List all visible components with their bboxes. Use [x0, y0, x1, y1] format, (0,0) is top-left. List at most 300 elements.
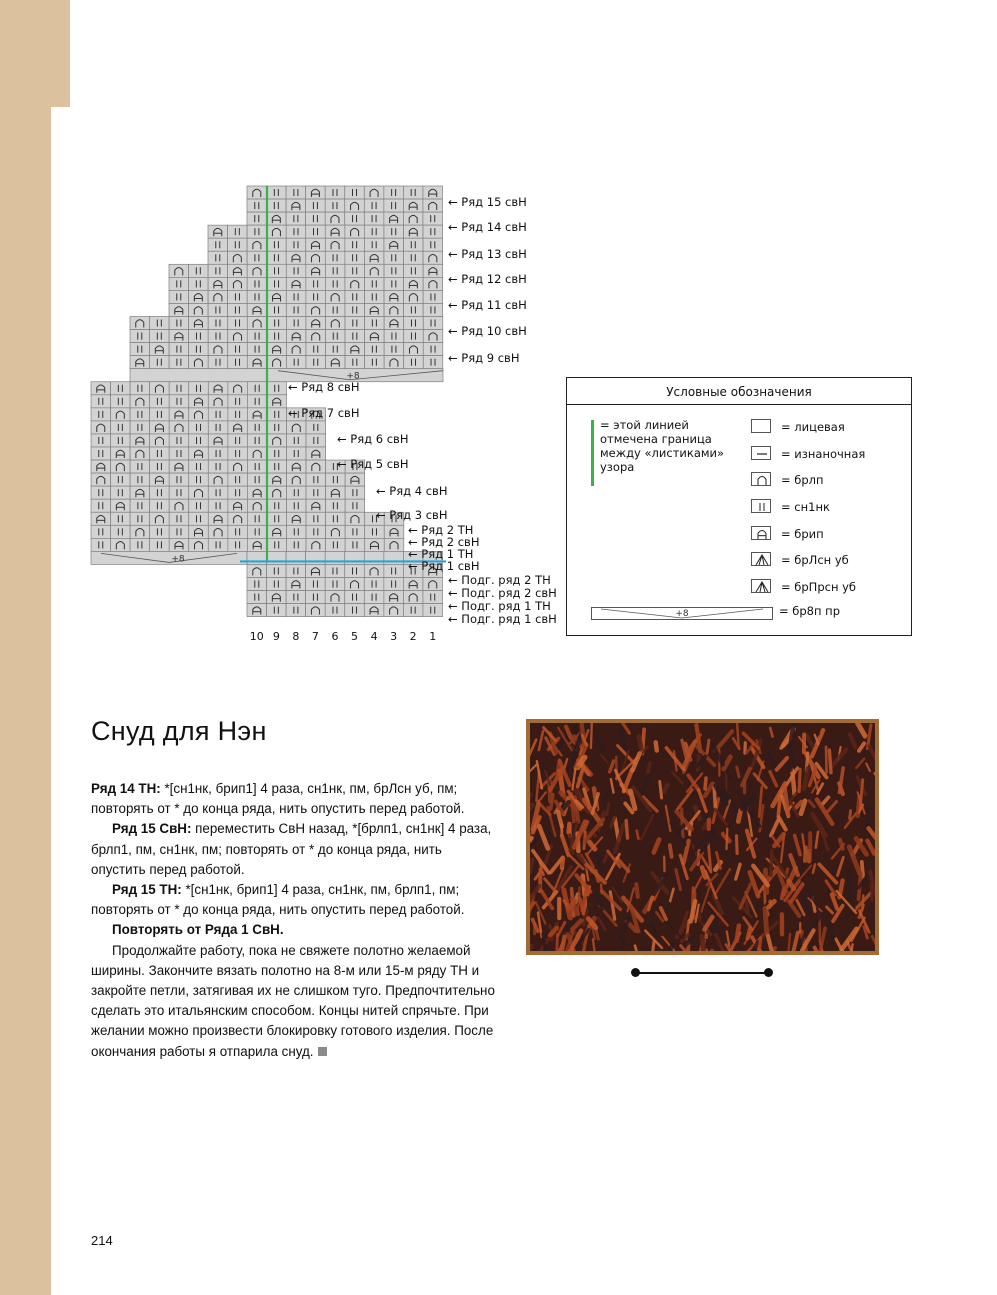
chart-cell — [306, 199, 326, 212]
chart-cell — [325, 591, 345, 604]
chart-cell — [423, 238, 443, 251]
chart-cell — [169, 382, 189, 395]
chart-cell — [130, 421, 150, 434]
chart-cell — [169, 303, 189, 316]
legend-increase-symbol-label: +8 — [675, 609, 689, 619]
chart-cell — [345, 186, 365, 199]
chart-cell — [423, 212, 443, 225]
chart-cell — [267, 460, 287, 473]
chart-cell — [130, 408, 150, 421]
chart-row-label: ← Подг. ряд 2 ТН — [448, 573, 551, 587]
chart-cell — [228, 421, 248, 434]
chart-cell — [326, 356, 346, 369]
chart-cell — [208, 512, 228, 525]
chart-cell — [111, 421, 131, 434]
paragraph-row-14: Ряд 14 ТН: *[сн1нк, брип1] 4 раза, сн1нк, пм, брЛсн уб, пм; повторять от * до конца ряда, нить опустить перед работой. — [91, 781, 465, 817]
chart-cell — [423, 199, 443, 212]
legend-label: = брПрсн уб — [781, 580, 857, 594]
chart-cell — [345, 499, 365, 512]
chart-cell — [208, 434, 228, 447]
chart-cell — [169, 277, 189, 290]
chart-cell — [325, 186, 345, 199]
chart-cell — [189, 277, 209, 290]
chart-column-number: 1 — [429, 630, 437, 643]
chart-cell — [403, 186, 423, 199]
chart-cell — [267, 303, 287, 316]
chart-cell — [364, 251, 384, 264]
chart-cell — [169, 538, 189, 551]
chart-cell — [208, 525, 228, 538]
chart-cell — [267, 408, 287, 421]
chart-cell — [365, 525, 385, 538]
chart-cell — [247, 473, 267, 486]
chart-cell — [247, 604, 267, 617]
chart-cell — [91, 408, 111, 421]
chart-cell — [404, 343, 424, 356]
chart-cell — [286, 251, 306, 264]
chart-cell — [364, 186, 384, 199]
chart-cell — [150, 512, 170, 525]
chart-cell — [287, 512, 307, 525]
chart-cell — [247, 199, 267, 212]
chart-cell — [286, 277, 306, 290]
chart-cell — [91, 421, 111, 434]
chart-cell — [423, 343, 443, 356]
chart-cell — [267, 356, 287, 369]
legend-symbol-brprsn-icon — [751, 579, 771, 593]
legend-item-brlsn — [751, 552, 911, 570]
legend-label: = лицевая — [781, 420, 845, 434]
chart-cell — [267, 225, 287, 238]
chart-cell — [267, 604, 287, 617]
chart-column-number: 3 — [390, 630, 398, 643]
chart-cell — [365, 356, 385, 369]
chart-cell — [325, 578, 345, 591]
chart-cell — [111, 486, 131, 499]
chart-cell — [228, 486, 248, 499]
chart-cell — [345, 264, 365, 277]
chart-cell — [189, 264, 209, 277]
chart-cell — [267, 578, 287, 591]
chart-cell — [345, 525, 365, 538]
chart-cell — [325, 238, 345, 251]
chart-cell — [423, 330, 443, 343]
chart-increase-label-top: +8 — [346, 371, 360, 382]
chart-cell — [267, 395, 287, 408]
chart-cell — [208, 473, 228, 486]
chart-cell — [306, 564, 326, 577]
chart-cell — [404, 225, 424, 238]
chart-cell — [326, 512, 346, 525]
chart-cell — [384, 604, 404, 617]
chart-cell — [423, 290, 443, 303]
chart-cell — [247, 225, 267, 238]
chart-cell — [306, 251, 326, 264]
legend-boundary-line-1: = этой линией — [600, 418, 689, 432]
chart-cell — [208, 238, 228, 251]
legend-label: = сн1нк — [781, 500, 830, 514]
chart-cell — [345, 512, 365, 525]
chart-cell — [345, 356, 365, 369]
scale-dot-left — [631, 968, 640, 977]
scale-bar — [631, 968, 773, 977]
chart-cell — [267, 343, 287, 356]
chart-row-label: ← Ряд 3 свН — [376, 508, 448, 522]
chart-cell — [287, 499, 307, 512]
chart-cell — [267, 264, 287, 277]
chart-cell — [306, 212, 326, 225]
chart-cell — [111, 434, 131, 447]
chart-column-number: 2 — [409, 630, 417, 643]
chart-cell — [384, 186, 404, 199]
chart-cell — [228, 303, 248, 316]
chart-cell — [228, 460, 248, 473]
chart-column-number: 8 — [292, 630, 300, 643]
chart-cell — [169, 290, 189, 303]
legend-symbol-brip-icon — [751, 526, 771, 540]
chart-cell — [91, 499, 111, 512]
chart-cell — [189, 356, 209, 369]
paragraph-finishing: Продолжайте работу, пока не свяжете полотно желаемой ширины. Закончите вязать полотно на 8-м или 15-м ряду ТН и закройте петли, затягивая их не слишком туго. Предпочтительно сделать это итальянским способом. Концы нитей спрячьте. При желании можно произвести блокировку готового изделия. После окончания работы я отпарила снуд. — [91, 942, 495, 1059]
chart-cell — [150, 408, 170, 421]
chart-cell — [150, 486, 170, 499]
chart-cell — [365, 290, 385, 303]
chart-cell — [286, 212, 306, 225]
chart-cell — [384, 330, 404, 343]
chart-cell — [267, 434, 287, 447]
chart-cell — [325, 212, 345, 225]
chart-cell — [384, 303, 404, 316]
legend-item-brprsn — [751, 579, 911, 597]
chart-cell — [208, 343, 228, 356]
chart-cell — [91, 434, 111, 447]
chart-cell — [287, 538, 307, 551]
chart-cell — [345, 538, 365, 551]
chart-cell — [111, 512, 131, 525]
chart-row-label: ← Ряд 6 свН — [337, 432, 409, 446]
chart-row-label: ← Ряд 5 свН — [337, 457, 409, 471]
chart-cell — [306, 186, 326, 199]
chart-cell — [111, 473, 131, 486]
chart-cell — [111, 460, 131, 473]
chart-cell — [286, 186, 306, 199]
chart-cell — [169, 317, 189, 330]
legend-title: Условные обозначения — [567, 378, 911, 405]
chart-row-label: ← Ряд 12 свН — [448, 272, 527, 286]
chart-cell — [228, 251, 248, 264]
chart-cell — [189, 395, 209, 408]
chart-row-label: ← Ряд 14 свН — [448, 220, 527, 234]
chart-cell — [286, 330, 306, 343]
chart-cell — [306, 421, 326, 434]
chart-cell — [345, 591, 365, 604]
chart-cell — [91, 395, 111, 408]
chart-cell — [404, 356, 424, 369]
chart-cell — [150, 382, 170, 395]
chart-cell — [130, 434, 150, 447]
chart-cell — [247, 238, 267, 251]
chart-cell — [403, 578, 423, 591]
chart-cell — [150, 460, 170, 473]
chart-cell — [169, 486, 189, 499]
chart-cell — [345, 238, 365, 251]
chart-cell — [91, 460, 111, 473]
chart-cell — [306, 238, 326, 251]
chart-cell — [130, 499, 150, 512]
chart-cell — [247, 578, 267, 591]
chart-cell — [404, 303, 424, 316]
end-mark-square — [318, 1047, 327, 1056]
chart-cell — [423, 604, 443, 617]
chart-cell — [345, 290, 365, 303]
chart-cell — [345, 578, 365, 591]
chart-cell — [247, 486, 267, 499]
chart-row-label: ← Ряд 2 ТН — [408, 523, 474, 537]
chart-cell — [169, 460, 189, 473]
page-edge-band-top — [0, 0, 70, 107]
chart-cell — [208, 303, 228, 316]
chart-cell — [150, 356, 170, 369]
chart-cell — [247, 212, 267, 225]
chart-cell — [267, 473, 287, 486]
chart-cell — [364, 212, 384, 225]
chart-cell — [91, 525, 111, 538]
chart-cell — [306, 525, 326, 538]
legend-label: = брЛсн уб — [781, 553, 849, 567]
chart-row-label: ← Ряд 1 свН — [408, 559, 480, 573]
chart-cell — [306, 434, 326, 447]
chart-cell — [325, 199, 345, 212]
chart-cell — [247, 330, 267, 343]
chart-cell — [326, 317, 346, 330]
chart-cell — [150, 421, 170, 434]
chart-cell — [267, 421, 287, 434]
chart-cell — [111, 382, 131, 395]
legend-label: = изнаночная — [781, 447, 866, 461]
chart-cell — [189, 473, 209, 486]
chart-cell — [208, 251, 228, 264]
chart-cell — [423, 225, 443, 238]
chart-cell — [365, 343, 385, 356]
chart-cell — [130, 395, 150, 408]
chart-cell — [189, 382, 209, 395]
chart-row-label: ← Ряд 4 свН — [376, 484, 448, 498]
chart-cell — [267, 525, 287, 538]
chart-increase-label-low: +8 — [171, 554, 185, 565]
chart-cell — [364, 591, 384, 604]
knitting-chart — [88, 184, 558, 644]
chart-cell — [286, 225, 306, 238]
chart-cell — [228, 290, 248, 303]
chart-cell — [247, 591, 267, 604]
chart-cell — [247, 356, 267, 369]
chart-cell — [208, 290, 228, 303]
chart-cell — [404, 251, 424, 264]
chart-cell — [423, 251, 443, 264]
chart-cell — [404, 238, 424, 251]
chart-cell — [267, 512, 287, 525]
chart-cell — [384, 199, 404, 212]
chart-cell — [423, 264, 443, 277]
chart-column-number: 4 — [370, 630, 378, 643]
chart-cell — [189, 290, 209, 303]
chart-cell — [189, 434, 209, 447]
chart-cell — [306, 473, 326, 486]
chart-cell — [91, 473, 111, 486]
chart-cell — [423, 303, 443, 316]
chart-cell — [247, 512, 267, 525]
chart-cell — [189, 499, 209, 512]
chart-cell — [286, 199, 306, 212]
chart-cell — [111, 408, 131, 421]
chart-cell — [228, 317, 248, 330]
chart-cell — [286, 591, 306, 604]
chart-cell — [286, 238, 306, 251]
chart-cell — [345, 317, 365, 330]
chart-cell — [228, 447, 248, 460]
chart-cell — [150, 499, 170, 512]
chart-cell — [247, 264, 267, 277]
legend-boundary-line-3: между «листиками» — [600, 446, 725, 460]
knitted-sample-photo — [526, 719, 879, 955]
chart-row-label: ← Ряд 13 свН — [448, 247, 527, 261]
chart-cell — [326, 473, 346, 486]
chart-cell — [150, 473, 170, 486]
chart-cell — [169, 447, 189, 460]
chart-cell — [111, 525, 131, 538]
chart-cell — [306, 317, 326, 330]
chart-cell — [208, 460, 228, 473]
chart-row-label: ← Ряд 1 ТН — [408, 547, 474, 561]
chart-cell — [228, 225, 248, 238]
chart-cell — [247, 186, 267, 199]
chart-cell — [306, 290, 326, 303]
chart-column-number: 5 — [351, 630, 359, 643]
chart-cell — [286, 290, 306, 303]
chart-cell — [306, 512, 326, 525]
legend-item-brlp — [751, 472, 911, 490]
chart-cell — [111, 499, 131, 512]
chart-cell — [208, 395, 228, 408]
chart-column-number: 7 — [311, 630, 319, 643]
chart-cell — [423, 186, 443, 199]
chart-cell — [208, 486, 228, 499]
legend-box — [566, 377, 912, 636]
chart-cell — [111, 447, 131, 460]
legend-symbol-brlp-icon — [751, 472, 771, 486]
chart-cell — [287, 434, 307, 447]
chart-cell — [208, 421, 228, 434]
chart-cell — [326, 486, 346, 499]
chart-row-label: ← Подг. ряд 2 свН — [448, 586, 557, 600]
chart-cell — [345, 251, 365, 264]
chart-row-label: ← Ряд 9 свН — [448, 351, 520, 365]
page-edge-band-side — [0, 107, 51, 1295]
chart-cell — [404, 290, 424, 303]
chart-cell — [306, 538, 326, 551]
chart-cell — [403, 199, 423, 212]
chart-cell — [306, 330, 326, 343]
chart-cell — [306, 486, 326, 499]
chart-cell — [189, 447, 209, 460]
chart-cell — [267, 251, 287, 264]
chart-cell — [306, 591, 326, 604]
chart-cell — [247, 525, 267, 538]
legend-boundary-line-4: узора — [600, 460, 635, 474]
chart-cell — [130, 343, 150, 356]
chart-cell — [111, 538, 131, 551]
chart-cell — [208, 408, 228, 421]
chart-cell — [208, 447, 228, 460]
chart-cell — [247, 447, 267, 460]
chart-cell — [306, 578, 326, 591]
chart-cell — [189, 486, 209, 499]
chart-cell — [325, 564, 345, 577]
chart-cell — [267, 564, 287, 577]
chart-cell — [306, 303, 326, 316]
chart-cell — [384, 238, 404, 251]
chart-cell — [208, 499, 228, 512]
chart-cell — [345, 303, 365, 316]
chart-cell — [189, 343, 209, 356]
chart-cell — [247, 460, 267, 473]
chart-cell — [306, 225, 326, 238]
page-number: 214 — [91, 1233, 113, 1248]
chart-cell — [267, 486, 287, 499]
paragraph-row-15-svn: Ряд 15 СвН: переместить СвН назад, *[брлп1, сн1нк] 4 раза, брлп1, пм, сн1нк, пм; повторять от * до конца ряда, нить опустить перед работой. — [91, 821, 492, 877]
chart-cell — [423, 356, 443, 369]
chart-cell — [384, 525, 404, 538]
chart-cell — [247, 290, 267, 303]
chart-cell — [306, 499, 326, 512]
legend-item-dash — [751, 446, 911, 464]
chart-cell — [267, 238, 287, 251]
chart-cell — [150, 395, 170, 408]
chart-cell — [150, 525, 170, 538]
chart-cell — [228, 277, 248, 290]
chart-cell — [287, 460, 307, 473]
chart-cell — [228, 525, 248, 538]
chart-cell — [384, 578, 404, 591]
chart-cell — [130, 317, 150, 330]
chart-cell — [150, 538, 170, 551]
chart-cell — [91, 486, 111, 499]
chart-cell — [267, 591, 287, 604]
chart-cell — [326, 330, 346, 343]
chart-cell — [287, 486, 307, 499]
chart-cell — [404, 277, 424, 290]
chart-column-number: 6 — [331, 630, 339, 643]
chart-cell — [403, 604, 423, 617]
chart-cell — [247, 421, 267, 434]
chart-cell — [345, 199, 365, 212]
chart-cell — [267, 317, 287, 330]
chart-cell — [365, 303, 385, 316]
chart-cell — [364, 238, 384, 251]
chart-cell — [169, 512, 189, 525]
chart-cell — [423, 578, 443, 591]
chart-cell — [130, 525, 150, 538]
legend-label: = брлп — [781, 473, 824, 487]
legend-symbol-dash-icon — [751, 446, 771, 460]
chart-cell — [169, 408, 189, 421]
chart-cell — [306, 460, 326, 473]
chart-cell — [247, 408, 267, 421]
chart-cell — [130, 382, 150, 395]
legend-item-brip — [751, 526, 911, 544]
chart-cell — [169, 434, 189, 447]
chart-cell — [130, 512, 150, 525]
